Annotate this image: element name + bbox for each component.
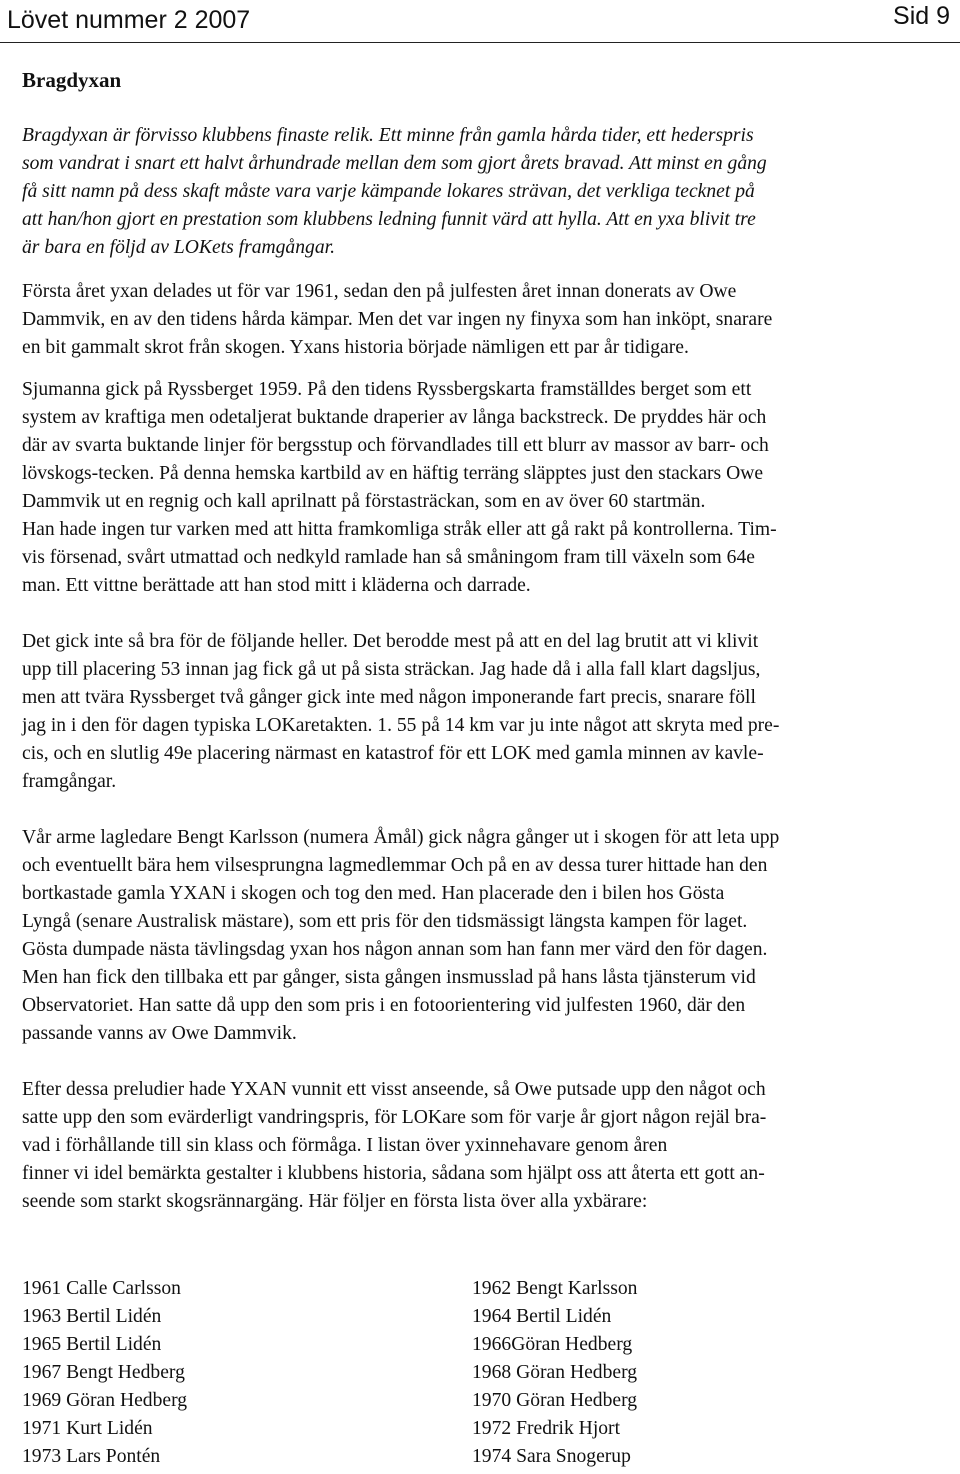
winner-entry: 1965 Bertil Lidén — [22, 1334, 162, 1355]
winner-entry: 1971 Kurt Lidén — [22, 1418, 153, 1439]
winner-entry: 1974 Sara Snogerup — [472, 1446, 631, 1467]
text-line: jag in i den för dagen typiska LOKaretakten. 1. 55 på 14 km var ju inte något att skryta med pre- — [22, 715, 780, 736]
text-line: Han hade ingen tur varken med att hitta framkomliga stråk eller att gå rakt på kontrollerna. Tim- — [22, 519, 777, 540]
page-number: Sid 9 — [893, 2, 950, 30]
winner-entry: 1973 Lars Pontén — [22, 1446, 161, 1467]
list-item — [22, 1275, 922, 1303]
text-line: en bit gammalt skrot från skogen. Yxans historia började nämligen ett par år tidigare. — [22, 337, 689, 358]
text-line: Lyngå (senare Australisk mästare), som ett pris för den tidsmässigt längsta kampen för laget. — [22, 911, 748, 932]
winner-entry: 1972 Fredrik Hjort — [472, 1418, 621, 1439]
text-line: Observatoriet. Han satte då upp den som pris i en fotoorientering vid julfesten 1960, där den — [22, 995, 746, 1016]
winner-entry: 1966Göran Hedberg — [472, 1334, 633, 1355]
text-line: Men han fick den tillbaka ett par gånger, sista gången insmusslad på hans låsta tjänsterum vid — [22, 967, 756, 988]
text-line: system av kraftiga men odetaljerat buktande draperier av långa backstreck. De pryddes här och — [22, 407, 767, 428]
text-line: satte upp den som evärderligt vandringspris, för LOKare som för varje år gjort någon rejäl bra- — [22, 1107, 767, 1128]
text-line: passande vanns av Owe Dammvik. — [22, 1023, 297, 1044]
list-item — [22, 1387, 922, 1415]
text-line: Sjumanna gick på Ryssberget 1959. På den tidens Ryssbergskarta framställdes berget som ett — [22, 379, 752, 400]
text-line: vad i förhållande till sin klass och förmåga. I listan över yxinnehavare genom åren — [22, 1135, 668, 1156]
list-item — [22, 1331, 922, 1359]
text-line: Dammvik, en av den tidens hårda kämpar. Men det var ingen ny finyxa som han inköpt, snarare — [22, 309, 773, 330]
winner-entry: 1962 Bengt Karlsson — [472, 1278, 638, 1299]
page-header — [0, 0, 960, 43]
text-line: Dammvik ut en regnig och kall aprilnatt på förstasträckan, som en av över 60 startmän. — [22, 491, 706, 512]
winners-list — [22, 1275, 922, 1471]
text-line: Det gick inte så bra för de följande heller. Det berodde mest på att en del lag brutit att vi klivit — [22, 631, 759, 652]
text-line: vis försenad, svårt utmattad och nedkyld ramlade han så småningom fram till växeln som 64e — [22, 547, 755, 568]
text-line: framgångar. — [22, 771, 117, 792]
paragraph-ryssberget — [22, 376, 942, 600]
winner-entry: 1961 Calle Carlsson — [22, 1278, 181, 1299]
text-line: Bragdyxan är förvisso klubbens finaste relik. Ett minne från gamla hårda tider, ett hederspris — [22, 125, 754, 146]
newsletter-title: Lövet nummer 2 2007 — [7, 6, 251, 34]
text-line: är bara en följd av LOKets framgångar. — [22, 237, 335, 258]
text-line: man. Ett vittne berättade att han stod mitt i kläderna och darrade. — [22, 575, 531, 596]
text-line: Gösta dumpade nästa tävlingsdag yxan hos någon annan som han fann mer värd den för dagen. — [22, 939, 768, 960]
paragraph-intro — [22, 122, 942, 262]
list-item — [22, 1303, 922, 1331]
winner-entry: 1963 Bertil Lidén — [22, 1306, 162, 1327]
list-item — [22, 1415, 922, 1443]
list-item — [22, 1359, 922, 1387]
text-line: att han/hon gjort en prestation som klubbens ledning funnit värd att hylla. Att en yxa blivit tre — [22, 209, 756, 230]
winner-entry: 1970 Göran Hedberg — [472, 1390, 638, 1411]
text-line: som vandrat i snart ett halvt århundrade mellan dem som gjort årets bravad. Att minst en gång — [22, 153, 767, 174]
text-line: upp till placering 53 innan jag fick gå ut på sista sträckan. Jag hade då i alla fall klart dagsljus, — [22, 659, 761, 680]
text-line: Första året yxan delades ut för var 1961, sedan den på julfesten året innan donerats av Owe — [22, 281, 737, 302]
paragraph-following — [22, 628, 942, 796]
list-item — [22, 1443, 922, 1471]
text-line: Efter dessa preludier hade YXAN vunnit ett visst anseende, så Owe putsade upp den något och — [22, 1079, 766, 1100]
text-line: bortkastade gamla YXAN i skogen och tog den med. Han placerade den i bilen hos Gösta — [22, 883, 725, 904]
text-line: finner vi idel bemärkta gestalter i klubbens historia, sådana som hjälpt oss att återta ett gott an- — [22, 1163, 765, 1184]
article-heading: Bragdyxan — [22, 68, 122, 92]
winner-entry: 1964 Bertil Lidén — [472, 1306, 612, 1327]
text-line: cis, och en slutlig 49e placering närmast en katastrof för ett LOK med gamla minnen av kavle- — [22, 743, 764, 764]
text-line: få sitt namn på dess skaft måste vara varje kämpande lokares strävan, det verkliga tecknet på — [22, 181, 755, 202]
text-line: men att tvära Ryssberget två gånger gick inte med någon imponerande fart precis, snarare föll — [22, 687, 756, 708]
text-line: seende som starkt skogsrännargäng. Här följer en första lista över alla yxbärare: — [22, 1191, 648, 1212]
paragraph-team-leader — [22, 824, 942, 1048]
text-line: lövskogs-tecken. På denna hemska kartbild av en häftig terräng släpptes just den stackars Owe — [22, 463, 764, 484]
text-line: där av svarta buktande linjer för bergsstup och förvandlades till ett blurr av massor av barr- och — [22, 435, 769, 456]
winner-entry: 1967 Bengt Hedberg — [22, 1362, 185, 1383]
winner-entry: 1968 Göran Hedberg — [472, 1362, 638, 1383]
text-line: Vår arme lagledare Bengt Karlsson (numera Åmål) gick några gånger ut i skogen för att leta upp — [22, 827, 780, 848]
paragraph-first-year — [22, 278, 942, 362]
winner-entry: 1969 Göran Hedberg — [22, 1390, 188, 1411]
paragraph-preludes — [22, 1076, 942, 1216]
text-line: och eventuellt bära hem vilsesprungna lagmedlemmar Och på en av dessa turer hittade han den — [22, 855, 768, 876]
article-body — [22, 66, 942, 1230]
